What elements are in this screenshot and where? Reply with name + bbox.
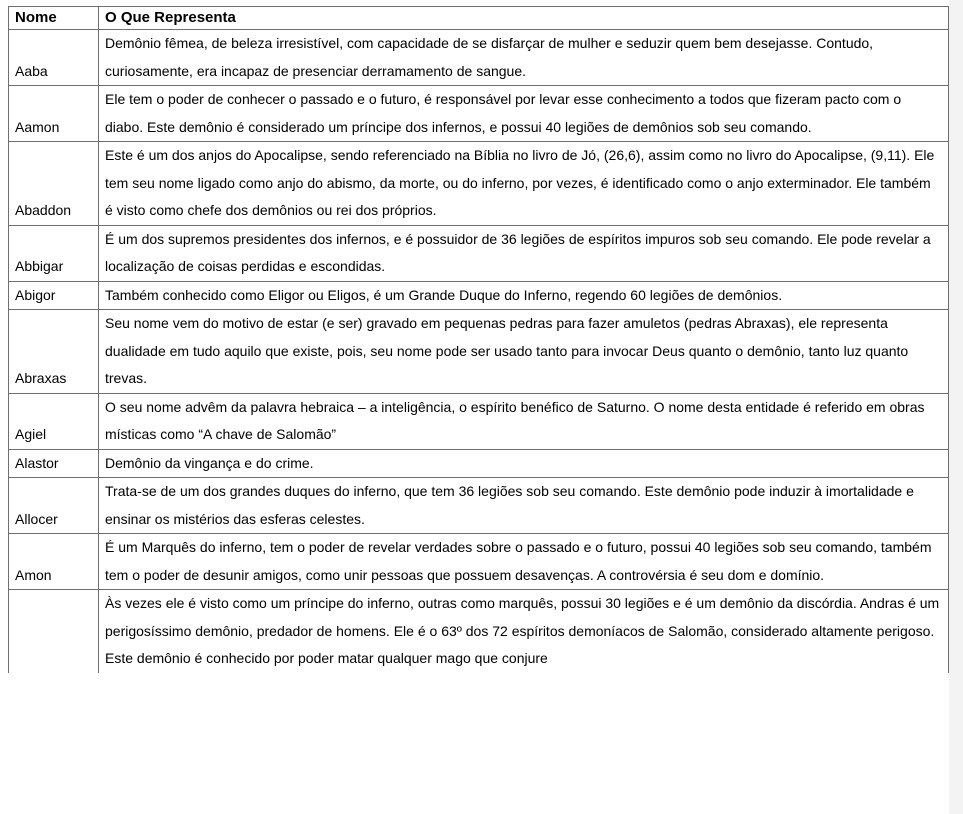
cell-description: Demônio fêmea, de beleza irresistível, com capacidade de se disfarçar de mulher e seduzir quem bem desejasse. Contudo, curiosamente, era incapaz de presenciar derramamento de sangue.	[99, 30, 949, 86]
cell-description: Este é um dos anjos do Apocalipse, sendo referenciado na Bíblia no livro de Jó, (26,6), assim como no livro do Apocalipse, (9,11). Ele tem seu nome ligado como anjo do abismo, da morte, ou do inferno, por vezes, é identificado como o anjo exterminador. Ele também é visto como chefe dos demônios ou rei dos próprios.	[99, 142, 949, 226]
table-row	[9, 590, 949, 673]
table-row	[9, 281, 949, 310]
header-row	[9, 7, 949, 30]
cell-name: Amon	[9, 534, 99, 590]
cell-name: Abaddon	[9, 142, 99, 226]
demon-table	[8, 6, 949, 673]
cell-name: Abigor	[9, 281, 99, 310]
cell-name: Aaba	[9, 30, 99, 86]
cell-name: Allocer	[9, 478, 99, 534]
cell-name: Abbigar	[9, 225, 99, 281]
cell-description: Às vezes ele é visto como um príncipe do inferno, outras como marquês, possui 30 legiões e é um demônio da discórdia. Andras é um perigosíssimo demônio, predador de homens. Ele é o 63º dos 72 espíritos demoníacos de Salomão, considerado altamente perigoso. Este demônio é conhecido por poder matar qualquer mago que conjure	[99, 590, 949, 673]
cell-name	[9, 590, 99, 673]
cell-description: Ele tem o poder de conhecer o passado e o futuro, é responsável por levar esse conhecimento a todos que fizeram pacto com o diabo. Este demônio é considerado um príncipe dos infernos, e possui 40 legiões de demônios sob seu comando.	[99, 86, 949, 142]
column-header-name: Nome	[9, 7, 99, 30]
table-row	[9, 310, 949, 394]
cell-name: Agiel	[9, 393, 99, 449]
cell-description: Demônio da vingança e do crime.	[99, 449, 949, 478]
table-row	[9, 142, 949, 226]
table-row	[9, 30, 949, 86]
cell-description: É um dos supremos presidentes dos infernos, e é possuidor de 36 legiões de espíritos impuros sob seu comando. Ele pode revelar a localização de coisas perdidas e escondidas.	[99, 225, 949, 281]
table-row	[9, 534, 949, 590]
cell-description: Também conhecido como Eligor ou Eligos, é um Grande Duque do Inferno, regendo 60 legiões de demônios.	[99, 281, 949, 310]
cell-description: Trata-se de um dos grandes duques do inferno, que tem 36 legiões sob seu comando. Este demônio pode induzir à imortalidade e ensinar os mistérios das esferas celestes.	[99, 478, 949, 534]
cell-description: Seu nome vem do motivo de estar (e ser) gravado em pequenas pedras para fazer amuletos (pedras Abraxas), ele representa dualidade em tudo aquilo que existe, pois, seu nome pode ser usado tanto para invocar Deus quanto o demônio, tanto luz quanto trevas.	[99, 310, 949, 394]
cell-description: É um Marquês do inferno, tem o poder de revelar verdades sobre o passado e o futuro, possui 40 legiões sob seu comando, também tem o poder de desunir amigos, como unir pessoas que possuem desavenças. A controvérsia é seu dom e domínio.	[99, 534, 949, 590]
table-row	[9, 86, 949, 142]
table-row	[9, 449, 949, 478]
column-header-description: O Que Representa	[99, 7, 949, 30]
cell-name: Alastor	[9, 449, 99, 478]
page-edge	[949, 0, 963, 814]
cell-name: Aamon	[9, 86, 99, 142]
cell-name: Abraxas	[9, 310, 99, 394]
cell-description: O seu nome advêm da palavra hebraica – a inteligência, o espírito benéfico de Saturno. O nome desta entidade é referido em obras místicas como “A chave de Salomão”	[99, 393, 949, 449]
table-row	[9, 478, 949, 534]
table-row	[9, 393, 949, 449]
table-row	[9, 225, 949, 281]
